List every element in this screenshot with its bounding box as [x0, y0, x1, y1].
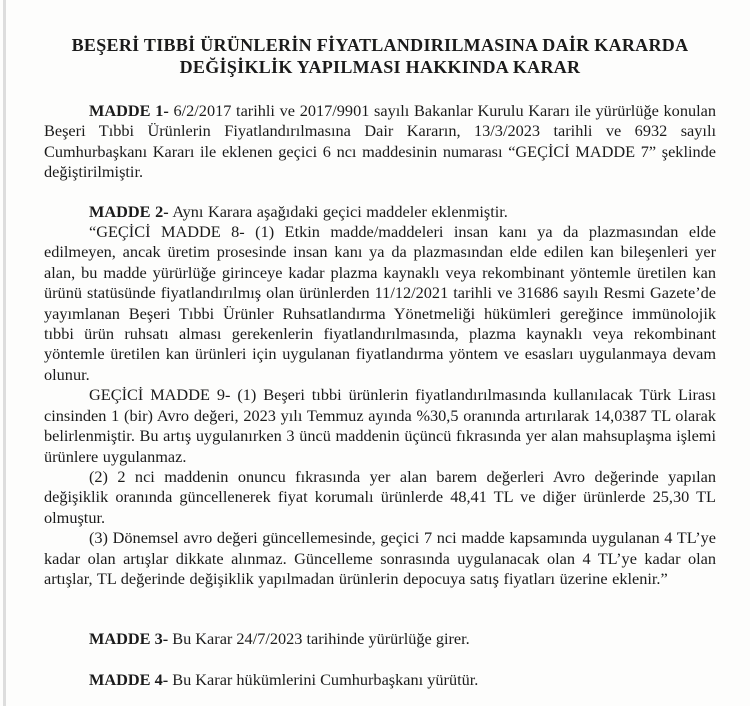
paragraph-gecici-madde-9-fikra-3 [44, 528, 716, 589]
article-madde-4 [44, 670, 716, 690]
article-madde-4-label: MADDE 4- [89, 670, 169, 689]
article-madde-3 [44, 629, 716, 649]
article-madde-1-label: MADDE 1- [89, 101, 169, 120]
article-madde-1 [44, 101, 716, 183]
gecici-madde-9-fikra-3-text: (3) Dönemsel avro değeri güncellemesinde, geçici 7 nci madde kapsamında uygulanan 4 TL’ye kadar olan artışlar dikkate alınmaz. Güncelleme sonrasında uygulanacak olan 4 TL’ye kadar olan artışlar, TL değerinde değişiklik yapılmadan ürünlerin depocuya satış fiyatları üzerine eklenir.” [44, 528, 716, 588]
paragraph-gecici-madde-9-fikra-2 [44, 467, 716, 528]
paragraph-gecici-madde-9-fikra-1 [44, 385, 716, 467]
article-madde-1-text: 6/2/2017 tarihli ve 2017/9901 sayılı Bakanlar Kurulu Kararı ile yürürlüğe konulan Beşeri Tıbbi Ürünlerin Fiyatlandırılmasına Dair Kararın, 13/3/2023 tarihli ve 6932 sayılı Cumhurbaşkanı Kararı ile eklenen geçici 6 ncı maddesinin numarası “GEÇİCİ MADDE 7” şeklinde değiştirilmiştir. [44, 101, 716, 182]
document-title-line-1: BEŞERİ TIBBİ ÜRÜNLERİN FİYATLANDIRILMASINA DAİR KARARDA [71, 35, 689, 55]
article-madde-2 [44, 202, 716, 222]
article-madde-2-label: MADDE 2- [89, 201, 169, 221]
document-title-line-2: DEĞİŞİKLİK YAPILMASI HAKKINDA KARAR [179, 57, 581, 77]
article-madde-2-text: Aynı Karara aşağıdaki geçici maddeler eklenmiştir. [172, 201, 508, 221]
scan-edge-artifact [3, 0, 6, 706]
gecici-madde-9-fikra-1-text: GEÇİCİ MADDE 9- (1) Beşeri tıbbi ürünlerin fiyatlandırılmasında kullanılacak Türk Lirası cinsinden 1 (bir) Avro değeri, 2023 yılı Temmuz ayında %30,5 oranında artırılarak 14,0387 TL olarak belirlenmiştir. Bu artış uygulanırken 3 üncü maddenin üçüncü fıkrasında yer alan mahsuplaşma işlemi ürünlere uygulanmaz. [44, 385, 716, 466]
article-madde-3-label: MADDE 3- [89, 629, 169, 648]
document-title [44, 34, 716, 78]
paragraph-gecici-madde-8 [44, 222, 716, 385]
gecici-madde-8-text: “GEÇİCİ MADDE 8- (1) Etkin madde/maddeleri insan kanı ya da plazmasından elde edilmeyen, ancak üretim prosesinde insan kanı ya da plazmasından elde edilen kan bileşenleri yer alan, bu madde yürürlüğe girinceye kadar plazma kaynaklı veya rekombinant yöntemle üretilen kan ürünü statüsünde fiyatlandırılmış olan ürünlerden 11/12/2021 tarihli ve 31686 sayılı Resmi Gazete’de yayımlanan Beşeri Tıbbi Ürünler Ruhsatlandırma Yönetmeliği hükümleri gereğince immünolojik tıbbi ürün ruhsatı alması gerekenlerin fiyatlandırılmasında, plazma kaynaklı veya rekombinant yöntemle üretilen kan ürünleri için uygulanan fiyatlandırma yöntem ve esasları uygulanmaya devam olunur. [44, 222, 716, 384]
article-madde-4-text: Bu Karar hükümlerini Cumhurbaşkanı yürütür. [172, 670, 479, 689]
article-madde-3-text: Bu Karar 24/7/2023 tarihinde yürürlüğe girer. [172, 629, 470, 648]
gecici-madde-9-fikra-2-text: (2) 2 nci maddenin onuncu fıkrasında yer alan barem değerleri Avro değerinde yapılan değişiklik oranında güncellenerek fiyat korumalı ürünlerde 48,41 TL ve diğer ürünlerde 25,30 TL olmuştur. [44, 466, 716, 527]
